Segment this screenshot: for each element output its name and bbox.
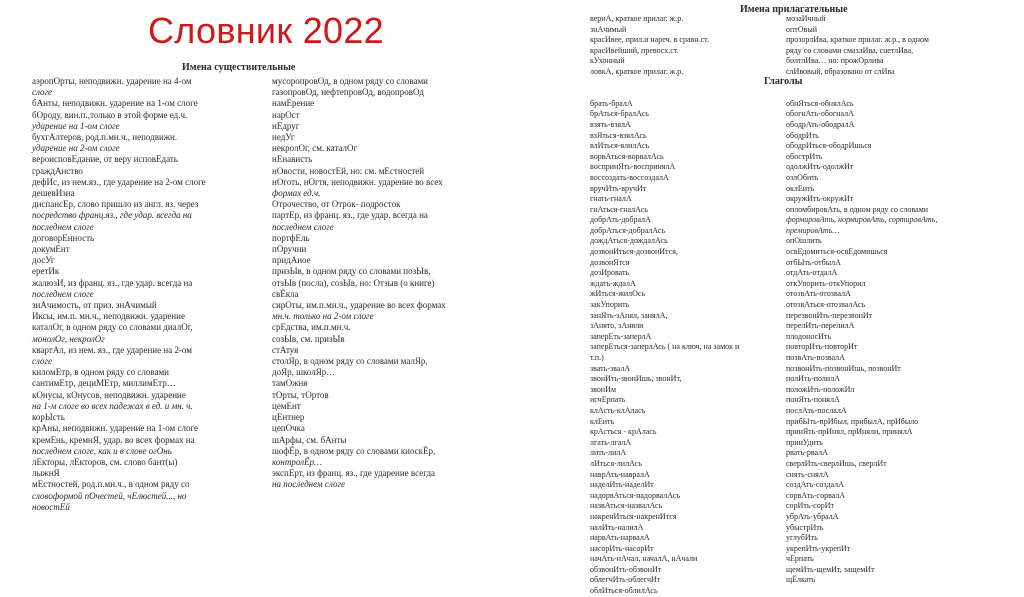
dictionary-line: лыжнЯ <box>32 468 60 479</box>
dictionary-line: нарвАть-нарвалА <box>590 533 650 543</box>
right-column-2 <box>786 14 962 586</box>
dictionary-line: опОшлить <box>786 236 822 246</box>
dictionary-line: прибЫть-прИбыл, прибылА, прИбыло <box>786 416 919 426</box>
dictionary-line <box>786 88 962 99</box>
dictionary-line: щЁлкать <box>786 575 816 585</box>
dictionary-line: ударение на 1-ом слоге <box>32 120 120 131</box>
dictionary-line: слоге <box>32 87 53 98</box>
dictionary-line: окружИть-окружИт <box>786 194 854 204</box>
dictionary-line: ободрАть-ободралА <box>786 119 855 129</box>
dictionary-line: красИвейший, превосх.ст. <box>590 45 679 55</box>
dictionary-line: мн.ч. только на 2-ом слоге <box>272 311 374 322</box>
dictionary-line: освЕдомиться-освЕдомишься <box>786 247 888 257</box>
dictionary-line: дождАться-дождалАсь <box>590 236 668 246</box>
dictionary-line: дешевИзна <box>32 188 75 199</box>
dictionary-line: экспЕрт, из франц. яз., где ударение всегда <box>272 468 436 479</box>
dictionary-line: формировАть, нормировАть, сортировАть, <box>786 215 938 225</box>
dictionary-line: лИться-лилАсь <box>590 458 642 468</box>
dictionary-line: Отрочество, от Отрок- подросток <box>272 199 401 210</box>
dictionary-line: звать-звалА <box>590 363 631 373</box>
dictionary-line: убыстрИть <box>786 522 824 532</box>
dictionary-line: партЕр, из франц. яз., где удар. всегда на <box>272 210 428 221</box>
dictionary-line: каталОг, в одном ряду со словами диалОг, <box>32 322 193 333</box>
dictionary-line: портфЕль <box>272 232 310 243</box>
dictionary-line: сверлИть-сверлИшь, сверлИт <box>786 458 887 468</box>
dictionary-line: болтлИва… но: прожОрлива <box>786 56 884 66</box>
dictionary-line: нЕнависть <box>272 154 313 165</box>
dictionary-line: некролОг, см. каталОг <box>272 143 358 154</box>
dictionary-line: намЕрение <box>272 98 315 109</box>
nouns-column-2 <box>272 76 480 491</box>
dictionary-line: крАны, неподвижн. ударение на 1-ом слоге <box>32 423 199 434</box>
dictionary-line: слоге <box>32 356 53 367</box>
dictionary-line: ворвАться-ворвалАсь <box>590 151 664 161</box>
right-column-1 <box>590 14 776 597</box>
dictionary-line: формах ед.ч. <box>272 188 321 199</box>
dictionary-line: ободрИть <box>786 130 819 140</box>
dictionary-line: бАнты, неподвижн. ударение на 1-ом слоге <box>32 98 198 109</box>
dictionary-line: вероисповЕдание, от веру исповЕдать <box>32 154 178 165</box>
verbs-heading: Глаголы <box>764 76 803 87</box>
dictionary-line: обзвонИть-обзвонИт <box>590 564 662 574</box>
dictionary-line: мозаИчный <box>786 14 826 23</box>
dictionary-line: призЫв, в одном ряду со словами позЫв, <box>272 266 431 277</box>
dictionary-line: ударение на 2-ом слоге <box>32 143 120 154</box>
dictionary-line: на 1-м слоге во всех падежах в ед. и мн. ч. <box>32 400 193 411</box>
dictionary-line: столЯр, в одном ряду со словами малЯр, <box>272 356 428 367</box>
dictionary-line: контролЁр… <box>272 456 323 467</box>
dictionary-line: клЕить <box>590 416 615 426</box>
dictionary-line: созЫв, см. призЫв <box>272 333 345 344</box>
dictionary-line: принУдить <box>786 437 823 447</box>
left-page-scan <box>32 62 480 574</box>
dictionary-line: сантимЕтр, дециМЕтр, миллимЕтр… <box>32 378 176 389</box>
dictionary-line: полИть-полилА <box>786 374 840 384</box>
dictionary-line: шАрфы, см. бАнты <box>272 434 347 445</box>
dictionary-line: прозорлИва, краткое прилаг. ж.р., в одном <box>786 35 929 45</box>
dictionary-line: премировАть… <box>786 225 840 235</box>
dictionary-line: стАтуя <box>272 344 299 355</box>
dictionary-line: воссоздать-воссоздалА <box>590 172 669 182</box>
dictionary-line: кУхонный <box>590 56 625 66</box>
dictionary-line: последнем слоге, как и в слове огОнь <box>32 445 172 456</box>
dictionary-line: жИться-жилОсь <box>590 289 646 299</box>
dictionary-line: сорИть-сорИт <box>786 501 834 511</box>
dictionary-line: цЕнтнер <box>272 412 305 423</box>
dictionary-line: брАться-бралАсь <box>590 109 649 119</box>
adjectives-heading: Имена прилагательные <box>740 4 848 15</box>
dictionary-line: киломЕтр, в одном ряду со словами <box>32 367 169 378</box>
dictionary-line: чЕрпать <box>786 554 814 564</box>
dictionary-line: шофЁр, в одном ряду со словами киоскЁр, <box>272 445 436 456</box>
dictionary-line: отозвАть-отозвалА <box>786 289 851 299</box>
dictionary-line: аэропОрты, неподвижн. ударение на 4-ом <box>32 76 192 86</box>
dictionary-line: крАсться - крАлась <box>590 427 657 437</box>
dictionary-line: начАть-нАчал, началА, нАчали <box>590 554 698 564</box>
dictionary-line: нЕдруг <box>272 120 300 131</box>
slide-title: Словник 2022 <box>148 10 384 51</box>
dictionary-line: брать-бралА <box>590 98 633 108</box>
dictionary-line: взЯться-взялАсь <box>590 130 647 140</box>
dictionary-line: насорИть-насорИт <box>590 543 654 553</box>
dictionary-line: граждАнство <box>32 165 83 176</box>
dictionary-line: понЯть-понялА <box>786 395 840 405</box>
dictionary-line: ряду со словами смазлИва, сuетлИва, <box>786 45 914 55</box>
dictionary-line: вернА, краткое прилаг. ж.р. <box>590 14 684 23</box>
dictionary-line: еретИк <box>32 266 60 277</box>
dictionary-line: последнем слоге <box>272 221 334 232</box>
dictionary-line: словоформой пОчестей, чЕлюстей..., но <box>32 490 187 501</box>
dictionary-line: углубИть <box>786 533 818 543</box>
dictionary-line: сирОты, им.п.мн.ч., ударение во всех формах <box>272 300 446 311</box>
dictionary-line: опломбировАть, в одном ряду со словами <box>786 204 929 214</box>
dictionary-line: ловкА, краткое прилаг. ж.р. <box>590 66 684 76</box>
nouns-heading: Имена существительные <box>182 62 296 73</box>
dictionary-line: придАное <box>272 255 311 266</box>
dictionary-line: надорвАться-надорвалАсь <box>590 490 681 500</box>
dictionary-line: наделИть-наделИт <box>590 480 654 490</box>
dictionary-line: зиАчимость, от приз. знАчимый <box>32 300 157 311</box>
dictionary-line: назвАться-назвалАсь <box>590 501 663 511</box>
nouns-column-1 <box>32 76 250 513</box>
dictionary-line: договорЕнность <box>32 232 95 243</box>
dictionary-line: воспринЯть-воспринялА <box>590 162 676 172</box>
dictionary-line: газопровОд, нефтепровОд, водопровОд <box>272 87 424 98</box>
dictionary-line: гнАться-гналАсь <box>590 204 648 214</box>
dictionary-line: плодоносИть <box>786 331 832 341</box>
dictionary-line: взять-взялА <box>590 119 631 129</box>
dictionary-line: обогнАть-обогналА <box>786 109 854 119</box>
dictionary-line: отбЫть-отбылА <box>786 257 841 267</box>
dictionary-line: тОрты, тОртов <box>272 389 329 400</box>
dictionary-line: занЯть-зАнял, занялА, <box>590 310 668 320</box>
dictionary-line: звонИм <box>590 384 617 394</box>
dictionary-line: щемИть-щемИт, защемИт <box>786 564 875 574</box>
dictionary-line: отозвАться-отозвалАсь <box>786 300 866 310</box>
dictionary-line: цепОчка <box>272 423 305 434</box>
dictionary-line: снять-снялА <box>786 469 829 479</box>
dictionary-line: налИть-налилА <box>590 522 644 532</box>
dictionary-line <box>590 78 776 89</box>
dictionary-line: дозвонИться-дозвонИтся, <box>590 247 678 257</box>
dictionary-line: последнем слоге <box>32 221 94 232</box>
dictionary-line: квартАл, из нем. яз., где ударение на 2-ом <box>32 344 192 355</box>
dictionary-line: корЫсть <box>32 412 65 423</box>
dictionary-line: знАчимый <box>590 24 627 34</box>
dictionary-line: создАть-создалА <box>786 480 844 490</box>
dictionary-line: оптОвый <box>786 24 817 34</box>
dictionary-line: лгать-лгалА <box>590 437 632 447</box>
dictionary-line: одолжИть-одолжИт <box>786 162 854 172</box>
dictionary-line: на последнем слоге <box>272 479 345 490</box>
dictionary-line: последнем слоге <box>32 288 94 299</box>
dictionary-line: позвонИть-позвонИшь, позвонИт <box>786 363 901 373</box>
dictionary-line: звонИть-звонИшь, звонИт, <box>590 374 682 384</box>
dictionary-line: закУпорить <box>590 300 630 310</box>
dictionary-line: лЕкторы, лЕкторов, см. слово бант(ы) <box>32 456 178 467</box>
dictionary-line: нОготь, нОгтя, неподвижн. ударение во всех <box>272 176 443 187</box>
dictionary-line: дозвонЯтся <box>590 257 630 267</box>
dictionary-line: добрАть-добралА <box>590 215 651 225</box>
dictionary-line: жалюзИ, из франц. яз., где удар. всегда на <box>32 277 193 288</box>
dictionary-line: срЕдства, им.п.мн.ч. <box>272 322 351 333</box>
dictionary-line: вручИть-вручИт <box>590 183 647 193</box>
dictionary-line: ждать-ждалА <box>590 278 636 288</box>
dictionary-line: рвать-рвалА <box>786 448 828 458</box>
dictionary-line: повторИть-повторИт <box>786 342 858 352</box>
dictionary-line: отзЫв (посла), созЫв, но: Отзыв (о книге) <box>272 277 435 288</box>
dictionary-line: диспансЕр, слово пришло из англ. яз. через <box>32 199 199 210</box>
dictionary-line: посредство франц.яз., где удар. всегда на <box>32 210 192 221</box>
dictionary-line: принЯть-прИнял, прИняли, принялА <box>786 427 913 437</box>
dictionary-line: положИть-положИл <box>786 384 855 394</box>
dictionary-line: обострИть <box>786 151 823 161</box>
dictionary-line: доЯр, школЯр… <box>272 367 336 378</box>
dictionary-line: дефИс, из нем.яз., где ударение на 2-ом слоге <box>32 176 206 187</box>
dictionary-line: гнать-гналА <box>590 194 632 204</box>
dictionary-line: зАнято, зАняли <box>590 321 644 331</box>
dictionary-line: докумЕнт <box>32 244 70 255</box>
dictionary-line: оклЕить <box>786 183 815 193</box>
dictionary-line: монолОг, некролОг <box>32 333 105 344</box>
dictionary-line: клАсть-клАлась <box>590 405 646 415</box>
dictionary-line: красИвее, прил.и нареч. в сравн.ст. <box>590 35 710 45</box>
dictionary-line: укрепИть-укрепИт <box>786 543 851 553</box>
dictionary-line: бОроду, вин.п.,только в этой форме ед.ч. <box>32 109 188 120</box>
dictionary-line: лить-лилА <box>590 448 627 458</box>
dictionary-line: мЕстностей, род.п.мн.ч., в одном ряду со <box>32 479 190 490</box>
dictionary-line <box>786 78 962 89</box>
dictionary-line: ободрИться-ободрИшься <box>786 141 872 151</box>
dictionary-line: наврАть-навралА <box>590 469 650 479</box>
dictionary-line: нОвости, новостЕй, но: см. мЕстностей <box>272 165 425 176</box>
dictionary-line: облегчИть-облегчИт <box>590 575 661 585</box>
dictionary-line: дозИровать <box>590 268 630 278</box>
dictionary-line: перелИть-перелилА <box>786 321 855 331</box>
dictionary-line: т.п.) <box>590 353 604 362</box>
dictionary-line: кОнусы, кОнусов, неподвижн. ударение <box>32 389 186 400</box>
dictionary-line: кремЕнь, кремнЯ, удар. во всех формах на <box>32 434 195 445</box>
dictionary-line: заперЕть-заперлА <box>590 331 652 341</box>
dictionary-line: накренИться-накренИтся <box>590 511 677 521</box>
dictionary-line: досУг <box>32 255 55 266</box>
dictionary-line: сорвАть-сорвалА <box>786 490 846 500</box>
dictionary-line: позвАть-позвалА <box>786 353 845 362</box>
dictionary-line: заперЕться-заперлАсь ( на ключ, на замок и <box>590 342 740 352</box>
dictionary-line: убрАть-убралА <box>786 511 839 521</box>
dictionary-line: тамОжня <box>272 378 308 389</box>
dictionary-line: влИться-влилАсь <box>590 141 650 151</box>
dictionary-line: нарОст <box>272 109 300 120</box>
dictionary-line: озлОбить <box>786 172 819 182</box>
dictionary-line: слИвовый, образовано от слИва <box>786 66 895 76</box>
dictionary-line: цемЕнт <box>272 400 301 411</box>
dictionary-line: пОручни <box>272 244 307 255</box>
dictionary-line: облИться-облилАсь <box>590 586 658 596</box>
dictionary-line: перезвонИть-перезвонИт <box>786 310 873 320</box>
dictionary-line <box>590 88 776 99</box>
dictionary-line: послАть-послалА <box>786 405 847 415</box>
dictionary-line: откУпорить-откУпорил <box>786 278 866 288</box>
dictionary-line: недУг <box>272 132 295 143</box>
dictionary-line: отдАть-отдалА <box>786 268 838 278</box>
right-page-scan <box>590 0 962 596</box>
dictionary-line: обнЯться-обнялАсь <box>786 98 854 108</box>
dictionary-line: добрАться-добралАсь <box>590 225 666 235</box>
dictionary-line: мусоропровОд, в одном ряду со словами <box>272 76 428 86</box>
dictionary-line: бухгАлтеров, род.п.мн.ч., неподвижн. <box>32 132 178 143</box>
dictionary-line: новостЕй <box>32 501 70 512</box>
dictionary-line: исчЕрпать <box>590 395 626 405</box>
dictionary-line: Иксы, им.п. мн.ч., неподвижн. ударение <box>32 311 185 322</box>
dictionary-line: свЁкла <box>272 288 299 299</box>
